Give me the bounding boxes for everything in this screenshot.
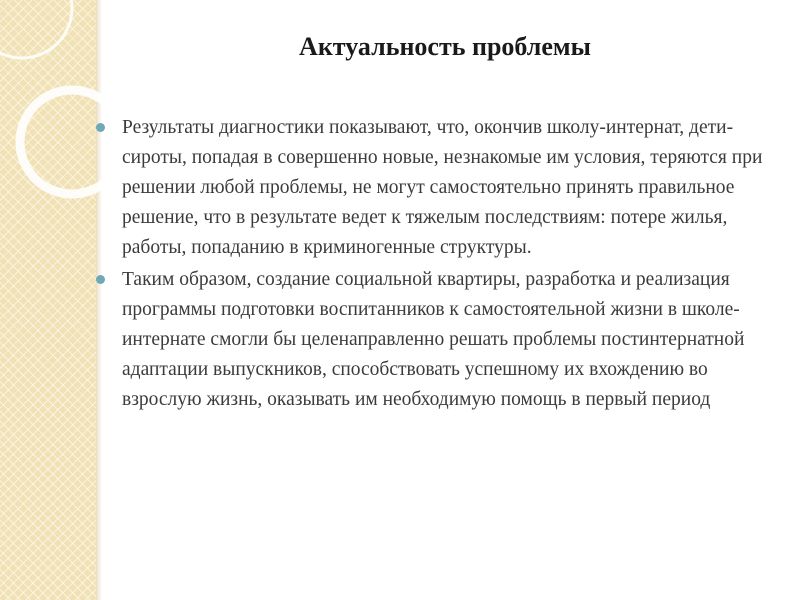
bullet-text: Результаты диагностики показывают, что, окончив школу-интернат, дети-сироты, попадая в совершенно новые, незнакомые им условия, теряются при решении любой проблемы, не могут самостоятельно принять правильное решение, что в результате ведет к тяжелым последствиям: потере жилья, работы, попаданию в криминогенные структуры.: [122, 117, 763, 258]
decorative-circle-small: [0, 0, 72, 58]
bullet-list: [96, 113, 791, 417]
bullet-dot-icon: [96, 275, 105, 284]
bullet-item: [96, 113, 791, 263]
bullet-dot-icon: [96, 123, 105, 132]
slide-title: Актуальность проблемы: [299, 32, 591, 61]
bullet-item: [96, 265, 791, 415]
bullet-text: Таким образом, создание социальной квартиры, разработка и реализация программы подготовки воспитанников к самостоятельной жизни в школе-интернате смогли бы целенаправленно решать проблемы постинтернатной адаптации выпускников, способствовать успешному их вхождению во взрослую жизнь, оказывать им необходимую помощь в первый период: [122, 269, 745, 410]
